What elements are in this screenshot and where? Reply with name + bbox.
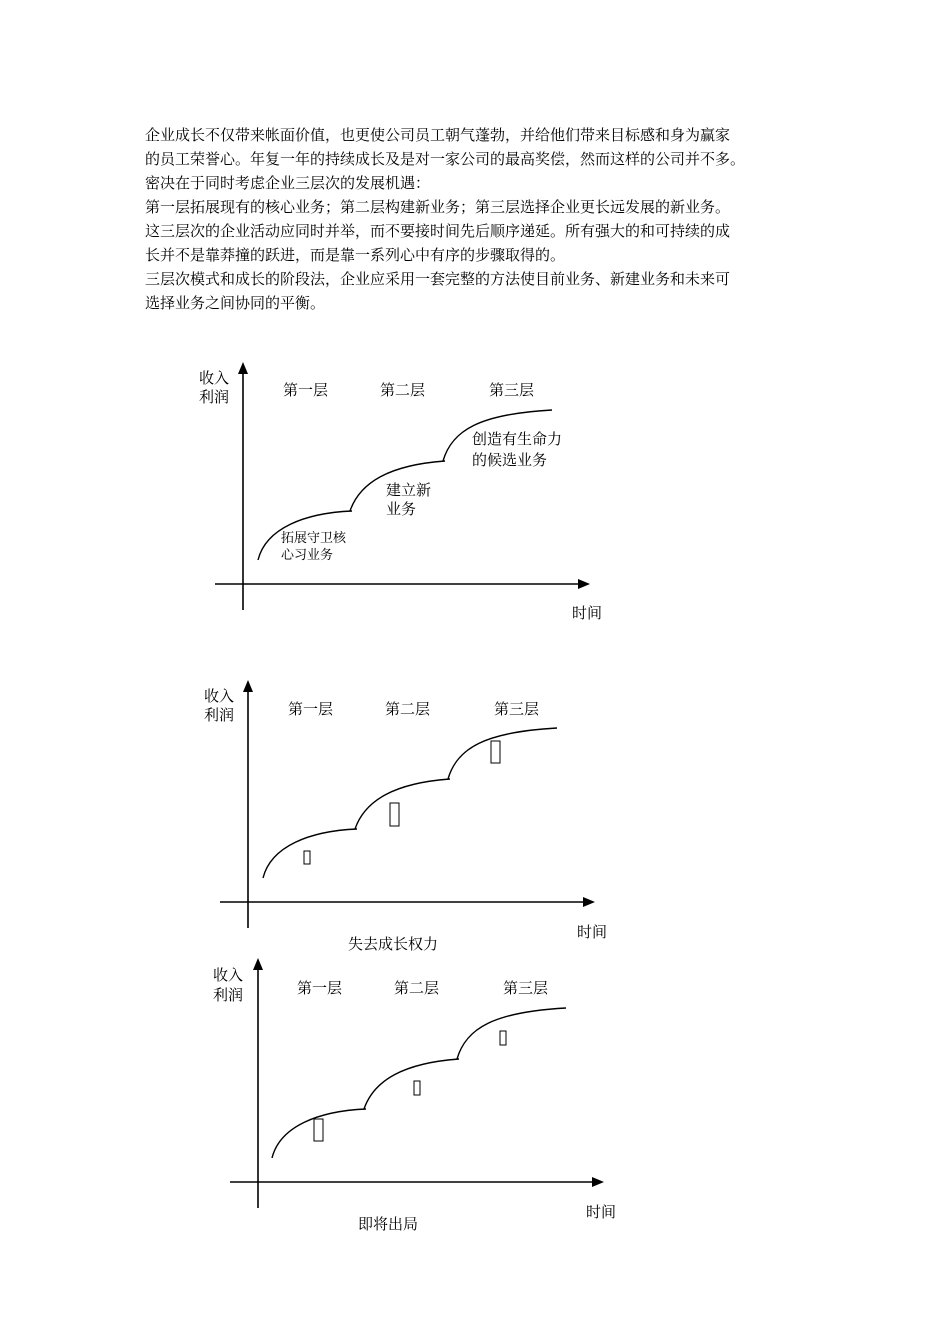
layer-2-marker-large (390, 803, 399, 826)
growth-curve-layer-2 (364, 1059, 459, 1109)
y-axis-label-income: 收入 (199, 369, 230, 387)
layer-1-heading: 第一层 (288, 700, 334, 718)
layer-3-marker-small (500, 1031, 506, 1045)
x-axis-label-time: 时间 (586, 1203, 617, 1221)
layer-3-heading: 第三层 (489, 381, 535, 399)
growth-curve-layer-1 (272, 1109, 366, 1158)
y-axis-label-profit: 利润 (204, 706, 235, 724)
diagram-caption: 失去成长权力 (348, 935, 439, 953)
growth-curve-layer-3 (448, 728, 557, 779)
lost-growth-power-diagram (0, 670, 950, 960)
three-layer-growth-diagram (0, 350, 950, 640)
layer-2-note-line-2: 业务 (386, 500, 417, 518)
paragraph-line-8: 选择业务之间协同的平衡。 (145, 294, 326, 312)
y-axis-label-income: 收入 (213, 966, 244, 984)
diagram-caption: 即将出局 (358, 1215, 419, 1233)
y-axis-label-profit: 利润 (199, 388, 230, 406)
x-axis-arrowhead (578, 579, 590, 589)
layer-1-marker-small (304, 851, 310, 864)
about-to-be-out-diagram (0, 950, 950, 1240)
layer-3-heading: 第三层 (503, 979, 549, 997)
layer-1-note-line-1: 拓展守卫核 (281, 531, 347, 546)
paragraph-line-5: 这三层次的企业活动应同时并举，而不要接时间先后顺序递延。所有强大的和可持续的成 (145, 222, 731, 240)
y-axis-arrowhead (238, 362, 248, 374)
paragraph-line-4: 第一层拓展现有的核心业务；第二层构建新业务；第三层选择企业更长远发展的新业务。 (145, 198, 731, 216)
growth-curve-layer-3 (457, 1008, 566, 1059)
y-axis-arrowhead (253, 958, 263, 970)
x-axis-arrowhead (592, 1177, 604, 1187)
paragraph-line-2: 的员工荣誉心。年复一年的持续成长及是对一家公司的最高奖偿，然而这样的公司并不多。 (145, 150, 746, 168)
x-axis-label-time: 时间 (572, 604, 603, 622)
paragraph-line-7: 三层次模式和成长的阶段法，企业应采用一套完整的方法使目前业务、新建业务和未来可 (145, 270, 731, 288)
x-axis-arrowhead (583, 897, 595, 907)
paragraph-line-3: 密决在于同时考虑企业三层次的发展机遇： (145, 174, 431, 192)
paragraph-line-1: 企业成长不仅带来帐面价值，也更使公司员工朝气蓬勃，并给他们带来目标感和身为赢家 (145, 126, 731, 144)
layer-1-note-line-2: 心习业务 (281, 548, 334, 563)
layer-3-note-line-2: 的候选业务 (472, 451, 548, 469)
layer-1-marker-large (314, 1119, 323, 1141)
layer-2-note-line-1: 建立新 (386, 481, 432, 499)
layer-3-note-line-1: 创造有生命力 (472, 430, 563, 448)
y-axis-label-income: 收入 (204, 687, 235, 705)
layer-1-heading: 第一层 (283, 381, 329, 399)
layer-2-heading: 第二层 (394, 979, 440, 997)
layer-1-heading: 第一层 (297, 979, 343, 997)
y-axis-label-profit: 利润 (213, 986, 244, 1004)
layer-3-heading: 第三层 (494, 700, 540, 718)
layer-2-heading: 第二层 (380, 381, 426, 399)
growth-curve-layer-2 (355, 779, 450, 829)
paragraph-line-6: 长并不是靠莽撞的跃进，而是靠一系列心中有序的步骤取得的。 (145, 246, 566, 264)
layer-3-marker-large (491, 741, 500, 763)
x-axis-label-time: 时间 (577, 923, 608, 941)
y-axis-arrowhead (243, 680, 253, 692)
layer-2-heading: 第二层 (385, 700, 431, 718)
layer-2-marker-small (414, 1081, 420, 1095)
